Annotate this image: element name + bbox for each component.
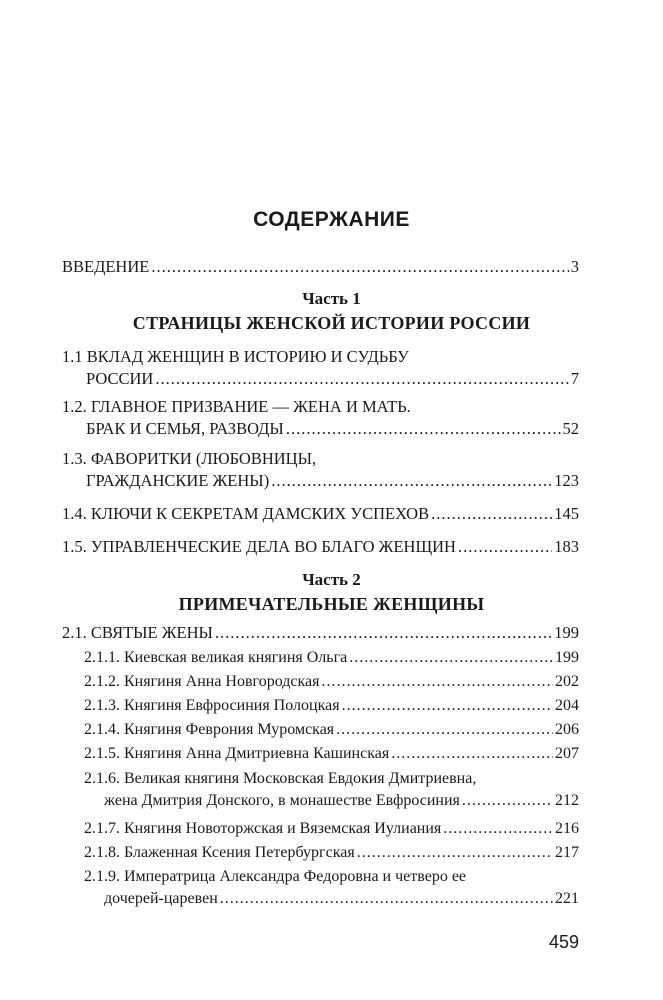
toc-entry-intro [62,256,579,278]
toc-entry-2-1-6 [84,768,579,812]
part2-label: Часть 2 [302,570,361,589]
toc-entry-1-4 [62,503,579,525]
part2-heading [0,568,663,616]
toc-page-number: 212 [555,792,579,809]
toc-entry-label: 2.1.4. Княгиня Феврония Муромская [84,721,335,738]
toc-entry-label: 1.4. КЛЮЧИ К СЕКРЕТАМ ДАМСКИХ УСПЕХОВ [62,504,430,523]
dot-leader [220,888,553,910]
toc-entry-label-cont: РОССИИ [86,369,154,388]
toc-entry-label-cont: дочерей-царевен [104,890,218,907]
toc-entry-label: 2.1. СВЯТЫЕ ЖЕНЫ [62,623,213,642]
toc-entry-1-3 [62,448,579,492]
dot-leader [357,842,553,864]
page-title: СОДЕРЖАНИЕ [253,208,410,231]
dot-leader [286,418,561,440]
toc-entry-label: 1.5. УПРАВЛЕНЧЕСКИЕ ДЕЛА ВО БЛАГО ЖЕНЩИН [62,537,456,556]
dot-leader [391,743,553,765]
toc-entry-2-1-8 [84,842,579,864]
dot-leader [271,470,552,492]
toc-entry-label: 2.1.7. Княгиня Новоторжская и Вяземская Иулиания [84,820,442,837]
toc-entry-label-cont: ГРАЖДАНСКИЕ ЖЕНЫ) [86,471,270,490]
toc-entry-2-1-3 [84,695,579,717]
toc-entry-label: 2.1.5. Княгиня Анна Дмитриевна Кашинская [84,745,390,762]
toc-page-number: 52 [562,419,579,438]
dot-leader [215,622,552,644]
toc-page-number: 199 [554,623,579,642]
toc-page-number: 217 [555,844,579,861]
dot-leader [458,536,552,558]
part1-label: Часть 1 [302,289,361,308]
toc-entry-1-5 [62,536,579,558]
dot-leader [431,503,552,525]
dot-leader [443,818,553,840]
toc-entry-2-1-5 [84,743,579,765]
toc-page-number: 204 [555,697,579,714]
toc-page-number: 206 [555,721,579,738]
dot-leader [151,256,568,278]
part1-heading [0,287,663,335]
toc-page-number: 216 [555,820,579,837]
part2-title: ПРИМЕЧАТЕЛЬНЫЕ ЖЕНЩИНЫ [178,594,485,614]
dot-leader [462,790,553,812]
toc-entry-label: 2.1.9. Императрица Александра Федоровна и четверо ее [84,868,467,885]
toc-page-number: 221 [555,890,579,907]
toc-entry-label: 2.1.1. Киевская великая княгиня Ольга [84,649,348,666]
toc-entry-2-1-2 [84,671,579,693]
toc-page-number: 207 [555,745,579,762]
toc-page-number: 183 [554,537,579,556]
dot-leader [155,368,568,390]
toc-page-number: 199 [555,649,579,666]
toc-entry-1-2 [62,396,579,440]
toc-entry-label: 2.1.2. Княгиня Анна Новгородская [84,673,320,690]
toc-entry-label: 2.1.3. Княгиня Евфросиния Полоцкая [84,697,340,714]
page-folio: 459 [548,932,579,952]
toc-entry-label: 1.3. ФАВОРИТКИ (ЛЮБОВНИЦЫ, [62,449,317,468]
toc-page-number: 7 [570,369,579,388]
toc-section-2-1 [62,622,579,644]
dot-leader [321,671,553,693]
toc-entry-2-1-4 [84,719,579,741]
toc-entry-2-1-1 [84,647,579,669]
toc-entry-2-1-9 [84,866,579,910]
toc-entry-label: 1.1 ВКЛАД ЖЕНЩИН В ИСТОРИЮ И СУДЬБУ [62,347,409,366]
toc-page-number: 145 [554,504,579,523]
toc-entry-2-1-7 [84,818,579,840]
toc-entry-label: 2.1.8. Блаженная Ксения Петербургская [84,844,355,861]
toc-entry-label: 1.2. ГЛАВНОЕ ПРИЗВАНИЕ — ЖЕНА И МАТЬ. [62,397,411,416]
toc-page-number: 202 [555,673,579,690]
toc-page-number: 123 [554,471,579,490]
toc-entry-label: 2.1.6. Великая княгиня Московская Евдокия Дмитриевна, [84,770,477,787]
dot-leader [349,647,553,669]
toc-entry-label-cont: жена Дмитрия Донского, в монашестве Евфросиния [104,792,460,809]
toc-page-number: 3 [570,257,579,276]
dot-leader [342,695,553,717]
toc-entry-1-1 [62,346,579,390]
part1-title: СТРАНИЦЫ ЖЕНСКОЙ ИСТОРИИ РОССИИ [132,313,531,333]
toc-entry-label-cont: БРАК И СЕМЬЯ, РАЗВОДЫ [86,419,284,438]
toc-entry-label: ВВЕДЕНИЕ [62,257,150,276]
dot-leader [336,719,553,741]
